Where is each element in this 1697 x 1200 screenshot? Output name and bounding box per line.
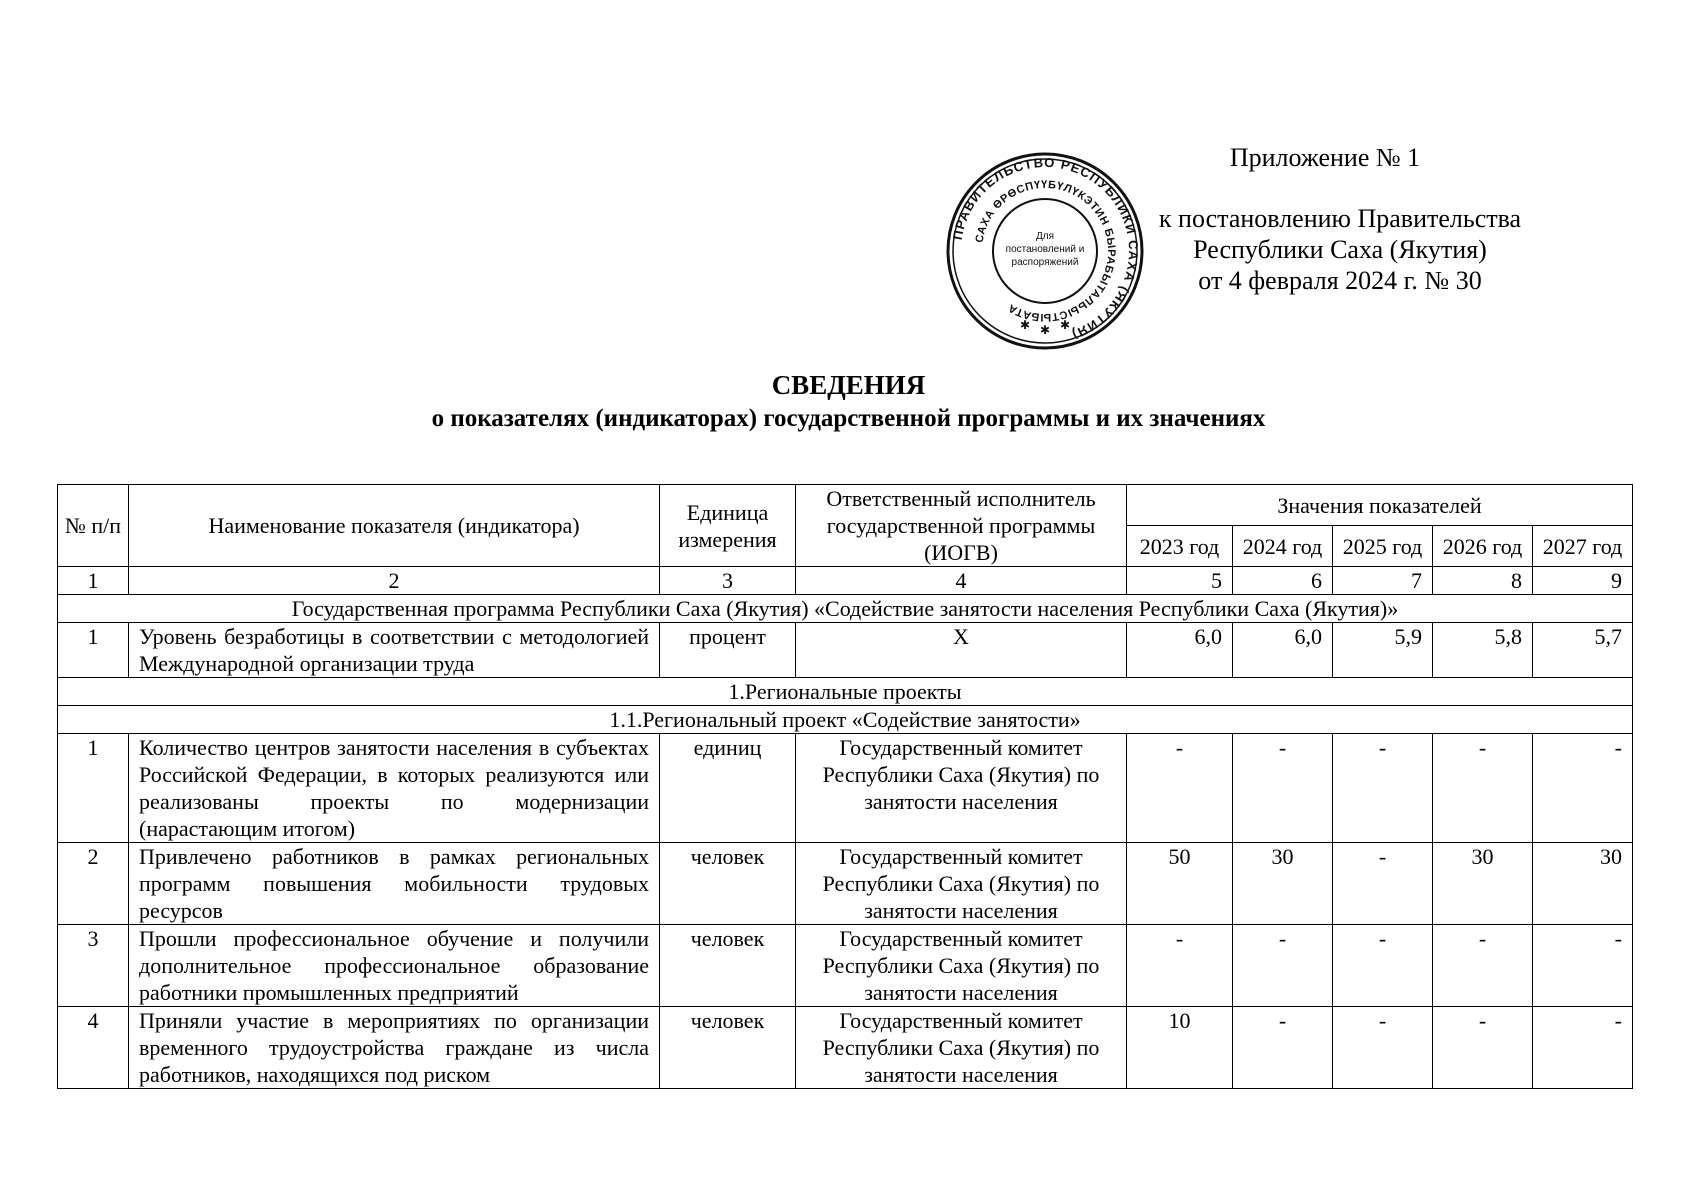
row-unit: человек xyxy=(660,843,796,925)
header-name: Наименование показателя (индикатора) xyxy=(129,485,660,567)
document-title xyxy=(0,368,1697,436)
svg-text:✱: ✱ xyxy=(1039,323,1051,337)
header-unit: Единица измерения xyxy=(660,485,796,567)
column-index: 8 xyxy=(1433,567,1533,595)
table-row xyxy=(58,843,1633,925)
seal-center-line-1: Для xyxy=(1035,231,1055,242)
row-name: Приняли участие в мероприятиях по организации временного трудоустройства граждане из числа работников, находящихся под риском xyxy=(129,1007,660,1089)
official-seal-icon xyxy=(945,151,1145,351)
row-value-2026: - xyxy=(1433,734,1533,843)
svg-text:✱: ✱ xyxy=(1059,318,1071,332)
program-title: Государственная программа Республики Саха (Якутия) «Содействие занятости населения Республики Саха (Якутия)» xyxy=(58,595,1633,623)
column-index-row xyxy=(58,567,1633,595)
row-value-2025: - xyxy=(1333,843,1433,925)
row-value-2023: 10 xyxy=(1127,1007,1233,1089)
row-executor: Государственный комитет Республики Саха (Якутия) по занятости населения xyxy=(796,925,1127,1007)
attachment-line-2: Республики Саха (Якутия) xyxy=(1193,235,1487,264)
row-value-2026: - xyxy=(1433,925,1533,1007)
section-title: 1.Региональные проекты xyxy=(58,678,1633,706)
row-value-2027: 30 xyxy=(1533,843,1633,925)
table-row xyxy=(58,925,1633,1007)
program-title-row xyxy=(58,595,1633,623)
row-value-2027: - xyxy=(1533,925,1633,1007)
row-value-2023: 6,0 xyxy=(1127,623,1233,678)
header-year: 2026 год xyxy=(1433,526,1533,567)
seal-center-line-3: распоряжений xyxy=(1011,257,1079,268)
row-value-2024: - xyxy=(1233,1007,1333,1089)
header-year: 2027 год xyxy=(1533,526,1633,567)
row-value-2027: 5,7 xyxy=(1533,623,1633,678)
row-value-2023: - xyxy=(1127,925,1233,1007)
table-row xyxy=(58,623,1633,678)
table-header-row xyxy=(58,485,1633,526)
column-index: 6 xyxy=(1233,567,1333,595)
subsection-row xyxy=(58,706,1633,734)
table-row xyxy=(58,734,1633,843)
row-value-2024: - xyxy=(1233,925,1333,1007)
title-sub: о показателях (индикаторах) государственной программы и их значениях xyxy=(431,405,1266,432)
header-year: 2025 год xyxy=(1333,526,1433,567)
row-name: Количество центров занятости населения в субъектах Российской Федерации, в которых реализуются или реализованы проекты по модернизации (нарастающим итогом) xyxy=(129,734,660,843)
row-num: 2 xyxy=(58,843,129,925)
row-num: 1 xyxy=(58,623,129,678)
header-year: 2023 год xyxy=(1127,526,1233,567)
subsection-title: 1.1.Региональный проект «Содействие занятости» xyxy=(58,706,1633,734)
column-index: 9 xyxy=(1533,567,1633,595)
row-num: 1 xyxy=(58,734,129,843)
seal-center-line-2: постановлений и xyxy=(1005,244,1085,255)
row-value-2026: 5,8 xyxy=(1433,623,1533,678)
column-index: 1 xyxy=(58,567,129,595)
column-index: 4 xyxy=(796,567,1127,595)
seal-outer-text: ПРАВИТЕЛЬСТВО РЕСПУБЛИКИ САХА (ЯКУТИЯ) xyxy=(949,154,1142,343)
indicators-table xyxy=(57,484,1633,1089)
attachment-line-1: к постановлению Правительства xyxy=(1158,204,1522,233)
row-value-2026: 30 xyxy=(1433,843,1533,925)
header-num: № п/п xyxy=(58,485,129,567)
section-row xyxy=(58,678,1633,706)
row-value-2023: 50 xyxy=(1127,843,1233,925)
seal-inner-text: САХА ӨРӨСПҮҮБҮЛҮКЭТИН БЫРАБЫТАЛЬЫСТЫБАТА xyxy=(973,178,1118,324)
row-value-2024: 6,0 xyxy=(1233,623,1333,678)
svg-text:✱: ✱ xyxy=(1019,318,1031,332)
row-value-2025: - xyxy=(1333,925,1433,1007)
header-values: Значения показателей xyxy=(1127,485,1633,526)
row-value-2025: - xyxy=(1333,1007,1433,1089)
row-executor: Государственный комитет Республики Саха (Якутия) по занятости населения xyxy=(796,843,1127,925)
column-index: 7 xyxy=(1333,567,1433,595)
row-unit: процент xyxy=(660,623,796,678)
column-index: 5 xyxy=(1127,567,1233,595)
header-executor: Ответственный исполнитель государственной программы (ИОГВ) xyxy=(796,485,1127,567)
header-year: 2024 год xyxy=(1233,526,1333,567)
row-executor: Государственный комитет Республики Саха (Якутия) по занятости населения xyxy=(796,1007,1127,1089)
title-main: СВЕДЕНИЯ xyxy=(771,370,926,400)
row-value-2027: - xyxy=(1533,734,1633,843)
row-value-2025: - xyxy=(1333,734,1433,843)
row-value-2027: - xyxy=(1533,1007,1633,1089)
row-unit: человек xyxy=(660,925,796,1007)
row-name: Прошли профессиональное обучение и получили дополнительное профессиональное образование работники промышленных предприятий xyxy=(129,925,660,1007)
row-value-2024: - xyxy=(1233,734,1333,843)
row-executor: Государственный комитет Республики Саха (Якутия) по занятости населения xyxy=(796,734,1127,843)
row-unit: человек xyxy=(660,1007,796,1089)
row-value-2024: 30 xyxy=(1233,843,1333,925)
row-value-2026: - xyxy=(1433,1007,1533,1089)
column-index: 2 xyxy=(129,567,660,595)
table-row xyxy=(58,1007,1633,1089)
attachment-number: Приложение № 1 xyxy=(1229,143,1421,172)
row-num: 3 xyxy=(58,925,129,1007)
column-index: 3 xyxy=(660,567,796,595)
attachment-block xyxy=(1120,142,1560,296)
row-name: Привлечено работников в рамках региональных программ повышения мобильности трудовых ресурсов xyxy=(129,843,660,925)
row-value-2023: - xyxy=(1127,734,1233,843)
row-num: 4 xyxy=(58,1007,129,1089)
row-unit: единиц xyxy=(660,734,796,843)
row-value-2025: 5,9 xyxy=(1333,623,1433,678)
row-name: Уровень безработицы в соответствии с методологией Международной организации труда xyxy=(129,623,660,678)
row-executor: Х xyxy=(796,623,1127,678)
attachment-line-3: от 4 февраля 2024 г. № 30 xyxy=(1198,266,1482,295)
